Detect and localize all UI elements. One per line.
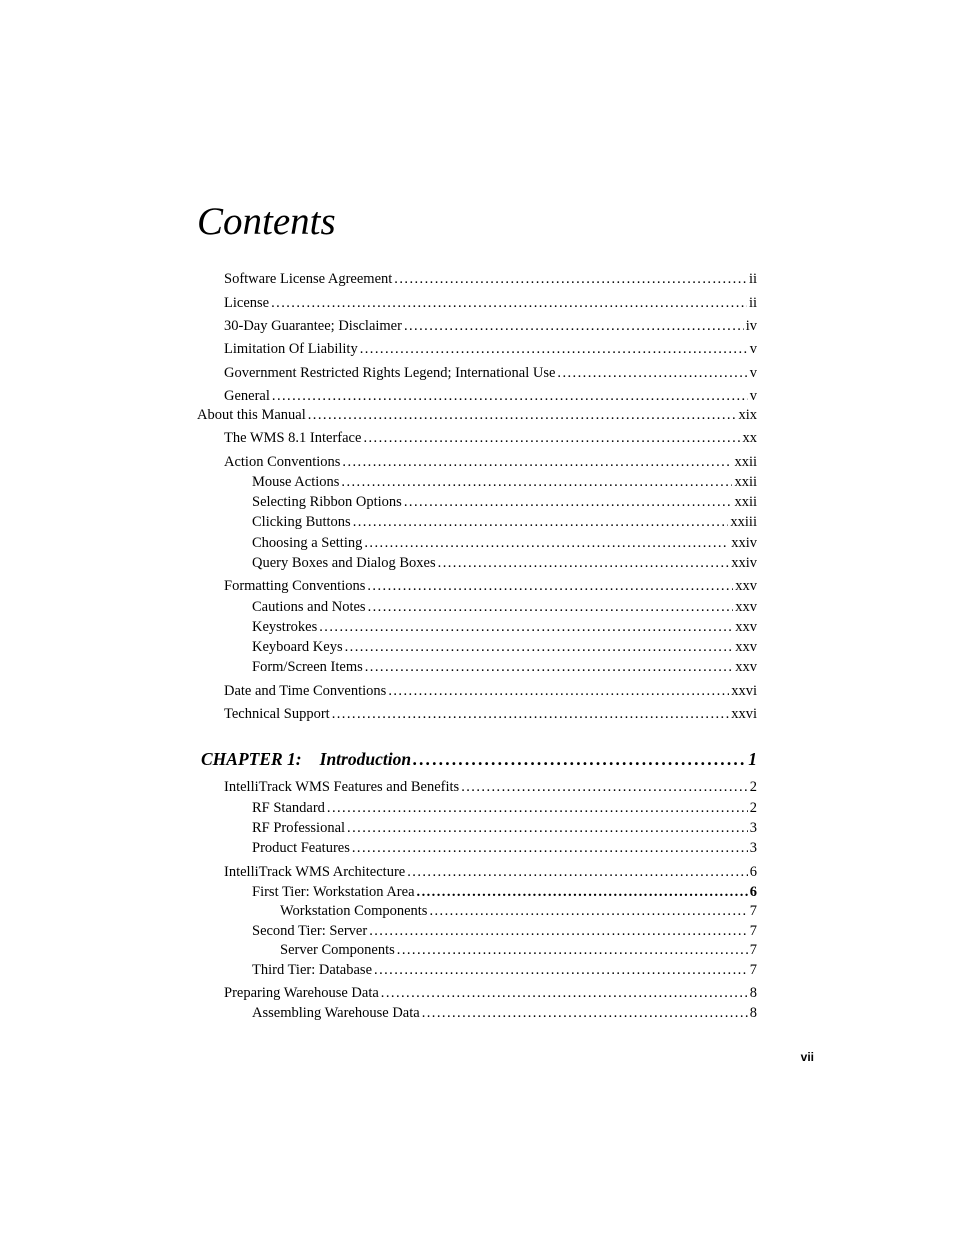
leader-dots — [272, 387, 748, 405]
toc-page-number: 7 — [749, 962, 757, 978]
toc-entry[interactable] — [252, 658, 757, 676]
toc-entry[interactable] — [252, 839, 757, 857]
toc-label: About this Manual — [197, 407, 306, 423]
toc-page-number: xxv — [735, 578, 757, 594]
toc-label: RF Professional — [252, 820, 346, 836]
toc-label: Second Tier: Server — [252, 923, 368, 939]
toc-page-number: xxv — [735, 639, 757, 655]
toc-entry[interactable] — [224, 984, 757, 1002]
toc-entry[interactable] — [224, 577, 757, 595]
toc-label: Limitation Of Liability — [224, 341, 358, 357]
chapter-heading[interactable] — [201, 748, 757, 770]
toc-label: Server Components — [280, 942, 395, 958]
toc-entry[interactable] — [252, 799, 757, 817]
leader-dots — [347, 819, 748, 837]
leader-dots — [341, 473, 732, 491]
toc-page-number: xxv — [735, 659, 757, 675]
leader-dots — [429, 902, 747, 920]
toc-entry[interactable] — [224, 429, 757, 447]
leader-dots — [397, 941, 748, 959]
toc-entry[interactable] — [252, 922, 757, 940]
leader-dots — [353, 513, 729, 531]
toc-entry[interactable] — [252, 618, 757, 636]
toc-label: Third Tier: Database — [252, 962, 373, 978]
toc-entry[interactable] — [252, 638, 757, 656]
toc-label: Assembling Warehouse Data — [252, 1005, 420, 1021]
leader-dots — [381, 984, 748, 1002]
toc-page-number: 2 — [749, 779, 757, 795]
toc-label: First Tier: Workstation Area — [252, 884, 415, 900]
toc-entry[interactable] — [252, 1004, 757, 1022]
toc-label: Government Restricted Rights Legend; International Use — [224, 365, 556, 381]
toc-page-number: xix — [738, 407, 757, 423]
toc-label: IntelliTrack WMS Features and Benefits — [224, 779, 460, 795]
toc-entry[interactable] — [224, 364, 757, 382]
toc-page-number: xxii — [734, 474, 757, 490]
toc-entry[interactable] — [224, 340, 757, 358]
toc-label: License — [224, 295, 270, 311]
toc-page-number: xxiv — [731, 535, 757, 551]
toc-label: Preparing Warehouse Data — [224, 985, 379, 1001]
toc-page-number: iv — [745, 318, 757, 334]
toc-page-number: 7 — [749, 903, 757, 919]
toc-page-number: 8 — [749, 1005, 757, 1021]
toc-page-number: xxvi — [731, 683, 757, 699]
chapter-label — [201, 748, 411, 770]
leader-dots — [374, 961, 748, 979]
leader-dots — [413, 748, 746, 770]
toc-label: Choosing a Setting — [252, 535, 363, 551]
toc-entry[interactable] — [224, 682, 757, 700]
toc-page-number: 7 — [749, 923, 757, 939]
leader-dots — [360, 340, 748, 358]
toc-page-number: xx — [742, 430, 757, 446]
toc-label: Selecting Ribbon Options — [252, 494, 402, 510]
toc-entry[interactable] — [280, 941, 757, 959]
toc-page-number: xxvi — [731, 706, 757, 722]
toc-page-number: 7 — [749, 942, 757, 958]
toc-page-number: xxv — [735, 619, 757, 635]
toc-page-number: ii — [748, 271, 757, 287]
toc-page-number: v — [749, 365, 757, 381]
chapter-number: CHAPTER 1: — [201, 749, 302, 769]
leader-dots — [308, 406, 737, 424]
chapter-page-number: 1 — [748, 749, 757, 769]
toc-label: Form/Screen Items — [252, 659, 363, 675]
leader-dots — [404, 493, 733, 511]
toc-entry[interactable] — [252, 534, 757, 552]
toc-label: Technical Support — [224, 706, 330, 722]
toc-label: Date and Time Conventions — [224, 683, 387, 699]
toc-entry[interactable] — [252, 819, 757, 837]
toc-label: Mouse Actions — [252, 474, 340, 490]
toc-entry[interactable] — [252, 493, 757, 511]
leader-dots — [388, 682, 729, 700]
toc-label: 30-Day Guarantee; Disclaimer — [224, 318, 402, 334]
chapter-title: Introduction — [319, 749, 412, 769]
toc-entry[interactable] — [224, 294, 757, 312]
toc-page-number: v — [749, 341, 757, 357]
toc-entry[interactable] — [252, 883, 757, 901]
leader-dots — [342, 453, 732, 471]
toc-label: Action Conventions — [224, 454, 341, 470]
toc-page-number: xxii — [734, 494, 757, 510]
toc-entry[interactable] — [252, 961, 757, 979]
toc-entry[interactable] — [224, 270, 757, 288]
leader-dots — [369, 922, 748, 940]
folio-page-number: vii — [800, 1050, 814, 1064]
toc-page-number: xxii — [734, 454, 757, 470]
toc-label: General — [224, 388, 270, 404]
toc-page-number: ii — [748, 295, 757, 311]
toc-page-number: xxiii — [730, 514, 757, 530]
toc-label: Clicking Buttons — [252, 514, 351, 530]
toc-entry[interactable] — [224, 387, 757, 405]
toc-label: Cautions and Notes — [252, 599, 366, 615]
leader-dots — [332, 705, 730, 723]
toc-entry[interactable] — [252, 513, 757, 531]
leader-dots — [364, 534, 729, 552]
leader-dots — [368, 598, 734, 616]
leader-dots — [363, 429, 740, 447]
leader-dots — [271, 294, 747, 312]
leader-dots — [352, 839, 748, 857]
toc-entry[interactable] — [224, 705, 757, 723]
leader-dots — [461, 778, 748, 796]
toc-label: Query Boxes and Dialog Boxes — [252, 555, 436, 571]
toc-page-number: xxv — [735, 599, 757, 615]
leader-dots — [407, 863, 748, 881]
toc-page-number: 2 — [749, 800, 757, 816]
toc-entry[interactable] — [280, 902, 757, 920]
leader-dots — [365, 658, 734, 676]
leader-dots — [422, 1004, 748, 1022]
toc-label: Product Features — [252, 840, 350, 856]
leader-dots — [367, 577, 733, 595]
toc-page-number: 6 — [749, 884, 757, 900]
page-title: Contents — [197, 200, 336, 243]
toc-entry[interactable] — [224, 317, 757, 335]
leader-dots — [404, 317, 744, 335]
toc-label: Software License Agreement — [224, 271, 393, 287]
toc-page-number: 3 — [749, 840, 757, 856]
leader-dots — [557, 364, 747, 382]
toc-label: The WMS 8.1 Interface — [224, 430, 362, 446]
toc-page-number: 3 — [749, 820, 757, 836]
toc-entry[interactable] — [224, 863, 757, 881]
toc-entry[interactable] — [224, 778, 757, 796]
toc-entry[interactable] — [252, 554, 757, 572]
toc-page-number: xxiv — [731, 555, 757, 571]
toc-page-number: 8 — [749, 985, 757, 1001]
toc-entry[interactable] — [252, 598, 757, 616]
leader-dots — [319, 618, 733, 636]
toc-label: Keystrokes — [252, 619, 318, 635]
toc-label: Formatting Conventions — [224, 578, 366, 594]
leader-dots — [327, 799, 748, 817]
leader-dots — [438, 554, 730, 572]
toc-entry[interactable] — [224, 453, 757, 471]
toc-page-number: 6 — [749, 864, 757, 880]
leader-dots — [417, 883, 748, 901]
leader-dots — [394, 270, 747, 288]
toc-entry[interactable] — [197, 406, 757, 424]
toc-entry[interactable] — [252, 473, 757, 491]
toc-page-number: v — [749, 388, 757, 404]
toc-label: Workstation Components — [280, 903, 428, 919]
leader-dots — [345, 638, 734, 656]
toc-label: RF Standard — [252, 800, 325, 816]
toc-label: Keyboard Keys — [252, 639, 343, 655]
toc-label: IntelliTrack WMS Architecture — [224, 864, 406, 880]
